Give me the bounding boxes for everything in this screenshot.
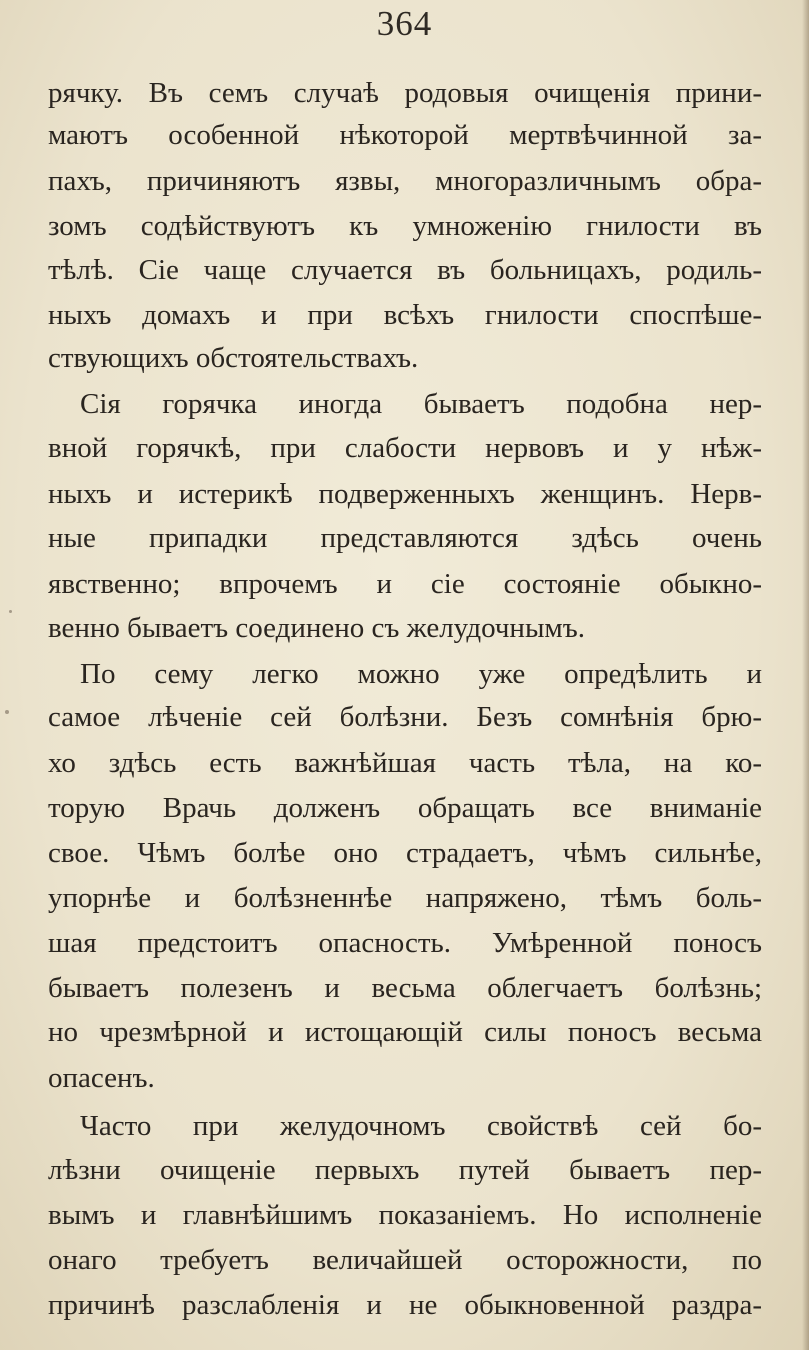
text-line: хо здѣсь есть важнѣйшая часть тѣла, на ко- xyxy=(48,747,762,779)
text-line: шая предстоитъ опасность. Умѣренной поносъ xyxy=(48,927,762,959)
text-line: пахъ, причиняютъ язвы, многоразличнымъ обра- xyxy=(48,165,762,197)
text-line: маютъ особенной нѣкоторой мертвѣчинной за- xyxy=(48,119,762,151)
text-line: вымъ и главнѣйшимъ показаніемъ. Но исполненіе xyxy=(48,1199,762,1231)
text-line: ствующихъ обстоятельствахъ. xyxy=(48,342,419,374)
text-line: Часто при желудочномъ свойствѣ сей бо- xyxy=(80,1110,762,1142)
text-line: ные припадки представляются здѣсь очень xyxy=(48,522,762,554)
paper-speck xyxy=(9,610,12,613)
text-line: упорнѣе и болѣзненнѣе напряжено, тѣмъ боль- xyxy=(48,882,762,914)
text-line: рячку. Въ семъ случаѣ родовыя очищенія прини- xyxy=(48,77,762,109)
text-line: зомъ содѣйствуютъ къ умноженію гнилости въ xyxy=(48,210,762,242)
text-line: тѣлѣ. Сіе чаще случается въ больницахъ, родиль- xyxy=(48,254,762,286)
text-line: ныхъ и истерикѣ подверженныхъ женщинъ. Нерв- xyxy=(48,478,762,510)
text-line: ныхъ домахъ и при всѣхъ гнилости споспѣше- xyxy=(48,299,762,331)
text-line: опасенъ. xyxy=(48,1062,155,1094)
text-line: торую Врачь долженъ обращать все вниманіе xyxy=(48,792,762,824)
text-line: лѣзни очищеніе первыхъ путей бываетъ пер- xyxy=(48,1154,762,1186)
page-number: 364 xyxy=(376,4,433,43)
text-line: самое лѣченіе сей болѣзни. Безъ сомнѣнія брю- xyxy=(48,701,762,733)
text-line: явственно; впрочемъ и сіе состояніе обыкно- xyxy=(48,568,762,600)
text-line: По сему легко можно уже опредѣлить и xyxy=(80,658,762,690)
text-line: венно бываетъ соединено съ желудочнымъ. xyxy=(48,612,586,644)
text-line: свое. Чѣмъ болѣе оно страдаетъ, чѣмъ сильнѣе, xyxy=(48,837,762,869)
text-line: но чрезмѣрной и истощающій силы поносъ весьма xyxy=(48,1016,762,1048)
text-line: вной горячкѣ, при слабости нервовъ и у нѣж- xyxy=(48,432,762,464)
text-line: Сія горячка иногда бываетъ подобна нер- xyxy=(80,388,762,420)
text-line: причинѣ разслабленія и не обыкновенной раздра- xyxy=(48,1289,762,1321)
paper-speck xyxy=(5,710,9,714)
text-line: онаго требуетъ величайшей осторожности, по xyxy=(48,1244,762,1276)
text-line: бываетъ полезенъ и весьма облегчаетъ болѣзнь; xyxy=(48,972,762,1004)
